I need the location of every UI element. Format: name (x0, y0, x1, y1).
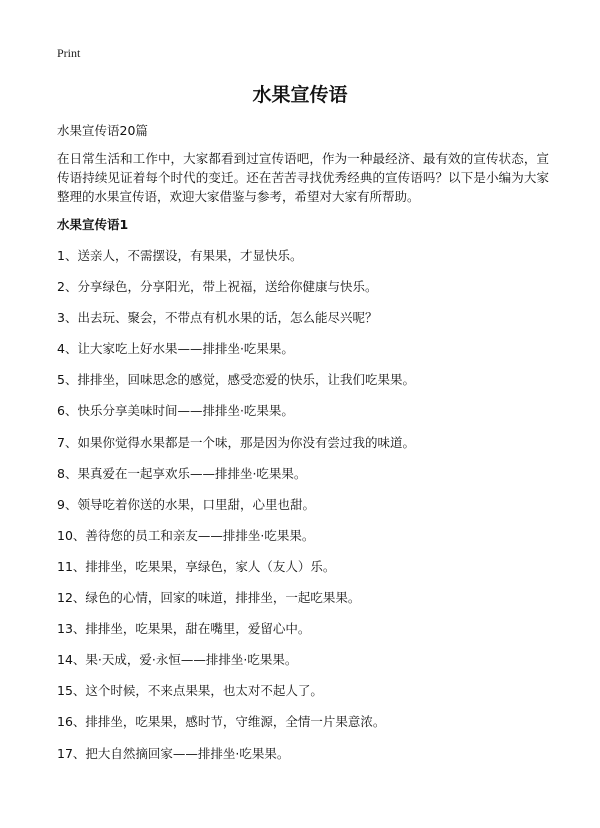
list-item: 13、排排坐，吃果果，甜在嘴里，爱留心中。 (57, 621, 311, 637)
list-item: 1、送亲人，不需摆设，有果果，才显快乐。 (57, 248, 303, 263)
list-item: 12、绿色的心情，回家的味道，排排坐，一起吃果果。 (57, 590, 361, 606)
list-item: 11、排排坐，吃果果，享绿色，家人（友人）乐。 (57, 558, 336, 574)
slogan-list (57, 248, 557, 777)
list-item: 6、快乐分享美味时间——排排坐·吃果果。 (57, 403, 294, 419)
list-item: 17、把大自然摘回家——排排坐·吃果果。 (57, 745, 290, 761)
print-label: Print (57, 46, 81, 60)
list-item: 14、果·天成，爱·永恒——排排坐·吃果果。 (57, 652, 298, 668)
list-item: 2、分享绿色，分享阳光，带上祝福，送给你健康与快乐。 (57, 279, 378, 295)
list-item: 5、排排坐，回味思念的感觉，感受恋爱的快乐，让我们吃果果。 (57, 372, 415, 388)
document-subtitle: 水果宣传语20篇 (57, 123, 148, 138)
list-item: 7、如果你觉得水果都是一个味，那是因为你没有尝过我的味道。 (57, 434, 415, 450)
list-item: 3、出去玩、聚会，不带点有机水果的话，怎么能尽兴呢？ (57, 310, 378, 326)
intro-paragraph: 在日常生活和工作中，大家都看到过宣传语吧，作为一种最经济、最有效的宣传状态，宣传语持续见证着每个时代的变迁。还在苦苦寻找优秀经典的宣传语吗？以下是小编为大家整理的水果宣传语，欢迎大家借鉴与参考，希望对大家有所帮助。 (57, 151, 549, 204)
list-item: 10、善待您的员工和亲友——排排坐·吃果果。 (57, 527, 315, 543)
list-item: 15、这个时候，不来点果果，也太对不起人了。 (57, 683, 323, 699)
list-item: 8、果真爱在一起享欢乐——排排坐·吃果果。 (57, 465, 307, 481)
list-item: 9、领导吃着你送的水果，口里甜，心里也甜。 (57, 496, 315, 512)
document-title: 水果宣传语 (252, 84, 348, 106)
section-heading: 水果宣传语1 (57, 217, 129, 232)
list-item: 16、排排坐，吃果果，感时节，守维源，全情一片果意浓。 (57, 714, 386, 730)
list-item: 4、让大家吃上好水果——排排坐·吃果果。 (57, 341, 294, 357)
